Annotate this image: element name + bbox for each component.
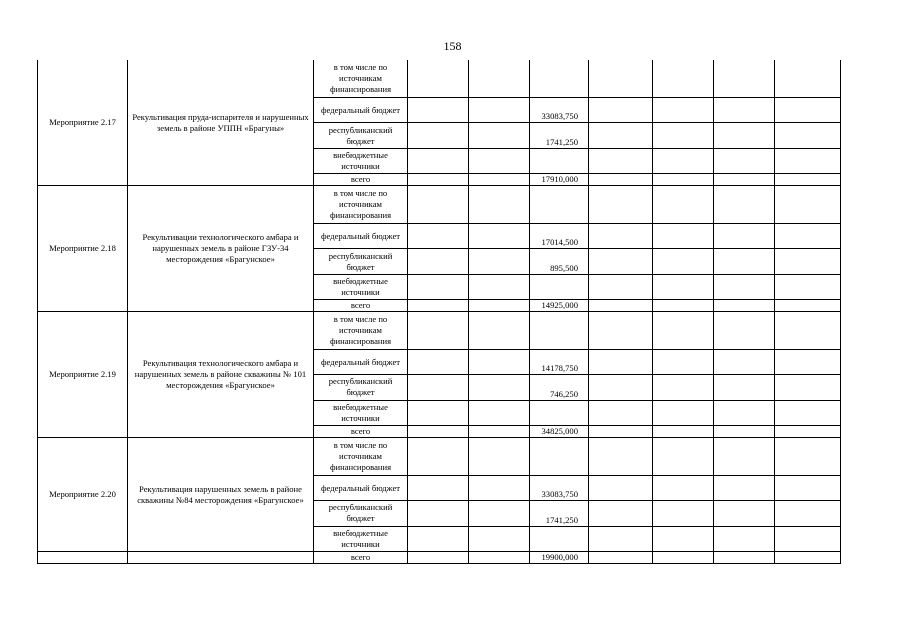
empty-cell xyxy=(653,274,714,299)
empty-cell xyxy=(775,476,841,501)
empty-cell xyxy=(469,148,530,173)
empty-cell xyxy=(653,148,714,173)
empty-cell xyxy=(775,438,841,476)
empty-cell xyxy=(469,438,530,476)
empty-cell xyxy=(589,425,653,438)
empty-cell xyxy=(775,173,841,186)
republic-amount: 895,500 xyxy=(530,249,589,274)
empty-cell xyxy=(653,551,714,564)
source-label: в том числе по источникам финансирования xyxy=(314,60,408,98)
empty-cell xyxy=(714,186,775,224)
blank-cell xyxy=(38,551,128,564)
empty-cell xyxy=(530,526,589,551)
table-row xyxy=(38,438,841,476)
empty-cell xyxy=(408,425,469,438)
measure-name: Рекультивация пруда-испарителя и нарушенных земель в районе УППН «Брагуны» xyxy=(128,60,314,186)
empty-cell xyxy=(775,224,841,249)
empty-cell xyxy=(714,312,775,350)
total-amount: 14925,000 xyxy=(530,299,589,312)
empty-cell xyxy=(653,375,714,400)
empty-cell xyxy=(530,60,589,98)
empty-cell xyxy=(469,501,530,526)
measure-name: Рекультивация нарушенных земель в районе скважины №84 месторождения «Брагунское» xyxy=(128,438,314,551)
empty-cell xyxy=(653,173,714,186)
empty-cell xyxy=(530,148,589,173)
empty-cell xyxy=(408,501,469,526)
empty-cell xyxy=(589,123,653,148)
empty-cell xyxy=(775,312,841,350)
table-row xyxy=(38,551,841,564)
source-label: внебюджетные источники xyxy=(314,526,408,551)
empty-cell xyxy=(653,350,714,375)
source-label: всего xyxy=(314,173,408,186)
empty-cell xyxy=(469,526,530,551)
empty-cell xyxy=(408,60,469,98)
source-label: внебюджетные источники xyxy=(314,400,408,425)
source-label: федеральный бюджет xyxy=(314,224,408,249)
empty-cell xyxy=(469,173,530,186)
empty-cell xyxy=(589,224,653,249)
empty-cell xyxy=(714,173,775,186)
measure-code: Мероприятие 2.20 xyxy=(38,438,128,551)
empty-cell xyxy=(775,400,841,425)
measure-code: Мероприятие 2.19 xyxy=(38,312,128,438)
empty-cell xyxy=(589,249,653,274)
empty-cell xyxy=(408,375,469,400)
empty-cell xyxy=(469,98,530,123)
empty-cell xyxy=(775,501,841,526)
source-label: внебюджетные источники xyxy=(314,274,408,299)
empty-cell xyxy=(653,501,714,526)
empty-cell xyxy=(408,123,469,148)
empty-cell xyxy=(589,60,653,98)
source-label: в том числе по источникам финансирования xyxy=(314,186,408,224)
empty-cell xyxy=(653,224,714,249)
empty-cell xyxy=(653,526,714,551)
measure-name: Рекультивация технологического амбара и нарушенных земель в районе скважины № 101 месторождения «Брагунское» xyxy=(128,312,314,438)
empty-cell xyxy=(530,312,589,350)
empty-cell xyxy=(408,98,469,123)
empty-cell xyxy=(775,123,841,148)
total-amount: 17910,000 xyxy=(530,173,589,186)
empty-cell xyxy=(469,425,530,438)
empty-cell xyxy=(530,438,589,476)
total-amount: 19900,000 xyxy=(530,551,589,564)
empty-cell xyxy=(653,299,714,312)
source-label: республиканский бюджет xyxy=(314,123,408,148)
empty-cell xyxy=(408,299,469,312)
empty-cell xyxy=(714,98,775,123)
empty-cell xyxy=(589,274,653,299)
empty-cell xyxy=(469,123,530,148)
empty-cell xyxy=(589,312,653,350)
empty-cell xyxy=(775,350,841,375)
empty-cell xyxy=(408,312,469,350)
financing-table xyxy=(37,60,841,564)
empty-cell xyxy=(469,299,530,312)
source-label: республиканский бюджет xyxy=(314,501,408,526)
empty-cell xyxy=(714,438,775,476)
empty-cell xyxy=(653,60,714,98)
empty-cell xyxy=(469,60,530,98)
empty-cell xyxy=(589,173,653,186)
empty-cell xyxy=(653,476,714,501)
empty-cell xyxy=(714,375,775,400)
empty-cell xyxy=(589,186,653,224)
empty-cell xyxy=(469,350,530,375)
empty-cell xyxy=(408,350,469,375)
measure-name: Рекультивации технологического амбара и нарушенных земель в районе ГЗУ-34 месторождения «Брагунское» xyxy=(128,186,314,312)
empty-cell xyxy=(714,551,775,564)
empty-cell xyxy=(714,249,775,274)
empty-cell xyxy=(775,526,841,551)
source-label: в том числе по источникам финансирования xyxy=(314,312,408,350)
empty-cell xyxy=(589,98,653,123)
source-label: федеральный бюджет xyxy=(314,476,408,501)
empty-cell xyxy=(714,123,775,148)
blank-cell xyxy=(128,551,314,564)
empty-cell xyxy=(469,249,530,274)
empty-cell xyxy=(775,186,841,224)
empty-cell xyxy=(530,274,589,299)
empty-cell xyxy=(653,312,714,350)
table-row xyxy=(38,60,841,98)
empty-cell xyxy=(714,60,775,98)
source-label: в том числе по источникам финансирования xyxy=(314,438,408,476)
empty-cell xyxy=(653,186,714,224)
empty-cell xyxy=(408,224,469,249)
empty-cell xyxy=(589,438,653,476)
source-label: федеральный бюджет xyxy=(314,350,408,375)
empty-cell xyxy=(408,173,469,186)
republic-amount: 746,250 xyxy=(530,375,589,400)
empty-cell xyxy=(653,123,714,148)
federal-amount: 33083,750 xyxy=(530,476,589,501)
empty-cell xyxy=(530,186,589,224)
empty-cell xyxy=(714,299,775,312)
source-label: республиканский бюджет xyxy=(314,375,408,400)
source-label: всего xyxy=(314,299,408,312)
empty-cell xyxy=(469,312,530,350)
empty-cell xyxy=(408,551,469,564)
empty-cell xyxy=(589,400,653,425)
source-label: республиканский бюджет xyxy=(314,249,408,274)
empty-cell xyxy=(653,98,714,123)
empty-cell xyxy=(775,98,841,123)
source-label: внебюджетные источники xyxy=(314,148,408,173)
empty-cell xyxy=(714,526,775,551)
empty-cell xyxy=(408,148,469,173)
empty-cell xyxy=(469,224,530,249)
measure-code: Мероприятие 2.17 xyxy=(38,60,128,186)
measure-code: Мероприятие 2.18 xyxy=(38,186,128,312)
empty-cell xyxy=(589,526,653,551)
empty-cell xyxy=(589,350,653,375)
empty-cell xyxy=(589,375,653,400)
empty-cell xyxy=(653,438,714,476)
empty-cell xyxy=(775,375,841,400)
empty-cell xyxy=(408,476,469,501)
empty-cell xyxy=(714,148,775,173)
empty-cell xyxy=(408,186,469,224)
table-row xyxy=(38,312,841,350)
empty-cell xyxy=(469,400,530,425)
federal-amount: 33083,750 xyxy=(530,98,589,123)
empty-cell xyxy=(408,274,469,299)
table-row xyxy=(38,186,841,224)
empty-cell xyxy=(408,526,469,551)
republic-amount: 1741,250 xyxy=(530,501,589,526)
empty-cell xyxy=(408,249,469,274)
source-label: всего xyxy=(314,425,408,438)
page-number: 158 xyxy=(443,39,462,53)
empty-cell xyxy=(653,249,714,274)
federal-amount: 14178,750 xyxy=(530,350,589,375)
empty-cell xyxy=(589,476,653,501)
empty-cell xyxy=(589,551,653,564)
empty-cell xyxy=(775,425,841,438)
federal-amount: 17014,500 xyxy=(530,224,589,249)
empty-cell xyxy=(775,148,841,173)
total-amount: 34825,000 xyxy=(530,425,589,438)
empty-cell xyxy=(775,249,841,274)
empty-cell xyxy=(775,274,841,299)
empty-cell xyxy=(408,438,469,476)
empty-cell xyxy=(408,400,469,425)
source-label: федеральный бюджет xyxy=(314,98,408,123)
empty-cell xyxy=(589,148,653,173)
empty-cell xyxy=(775,299,841,312)
empty-cell xyxy=(714,476,775,501)
empty-cell xyxy=(469,375,530,400)
empty-cell xyxy=(714,350,775,375)
empty-cell xyxy=(714,274,775,299)
empty-cell xyxy=(714,501,775,526)
empty-cell xyxy=(714,400,775,425)
empty-cell xyxy=(714,224,775,249)
empty-cell xyxy=(469,551,530,564)
empty-cell xyxy=(775,60,841,98)
empty-cell xyxy=(589,501,653,526)
empty-cell xyxy=(469,476,530,501)
empty-cell xyxy=(714,425,775,438)
empty-cell xyxy=(653,400,714,425)
republic-amount: 1741,250 xyxy=(530,123,589,148)
empty-cell xyxy=(775,551,841,564)
empty-cell xyxy=(469,186,530,224)
empty-cell xyxy=(530,400,589,425)
empty-cell xyxy=(589,299,653,312)
empty-cell xyxy=(469,274,530,299)
source-label: всего xyxy=(314,551,408,564)
empty-cell xyxy=(653,425,714,438)
